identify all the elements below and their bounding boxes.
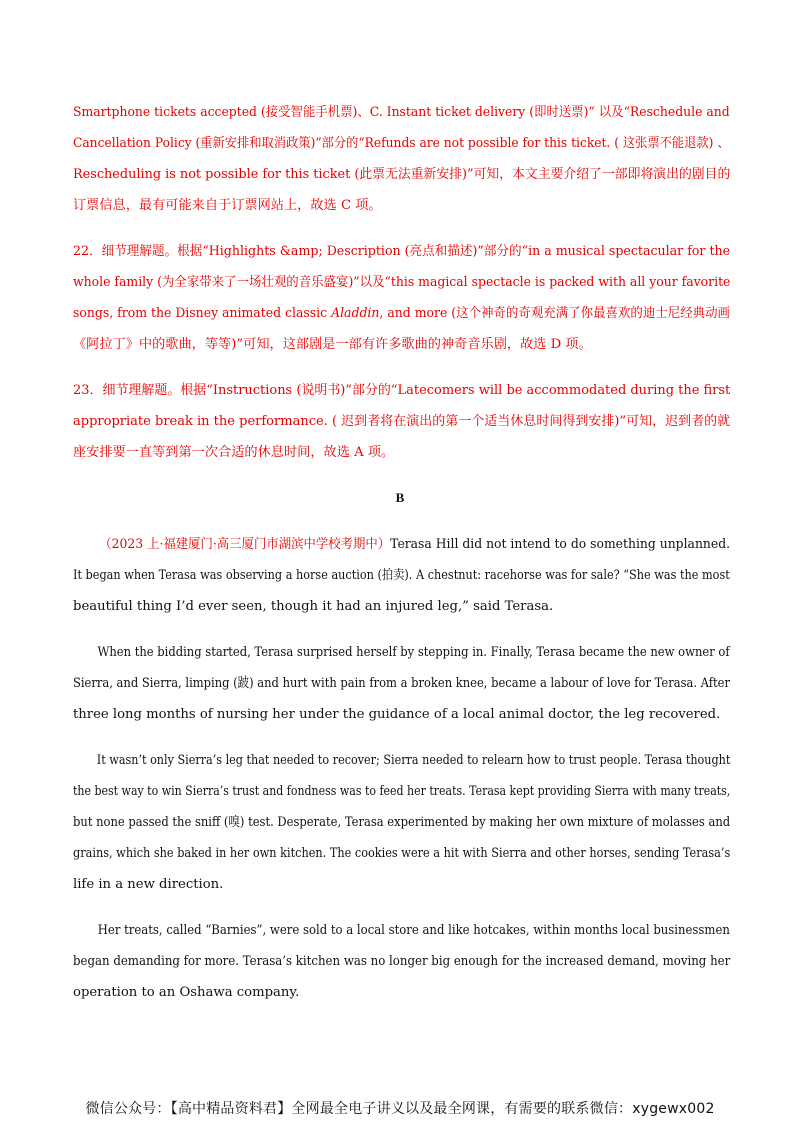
answer-23-explanation [73,375,730,468]
section-title: B [395,490,405,505]
text-line: Her treats, called “Barnies”, were sold to a local store and like hotcakes, within months local businessmen [97,923,730,938]
text-line [73,529,731,560]
text-line: beautiful thing I’d ever seen, though it had an injured leg,” said Terasa. [73,599,554,614]
text-line: appropriate break in the performance. ( 迟到者将在演出的第一个适当休息时间得到安排)”可知，迟到者的就 [73,414,731,429]
text-line: the best way to win Sierra’s trust and fondness was to feed her treats. Terasa kept providing Sierra with many treats, [73,784,731,799]
text-line: 座安排要一直等到第一次合适的休息时间，故选 A 项。 [73,445,395,460]
text-line: Smartphone tickets accepted (接受智能手机票)、C. Instant ticket delivery (即时送票)” 以及“Reschedule and [73,105,730,120]
text-line: 订票信息，最有可能来自于订票网站上，故选 C 项。 [73,198,382,213]
text-line: 23．细节理解题。根据“Instructions (说明书)”部分的“Latecomers will be accommodated during the first [73,383,731,398]
text-line: grains, which she baked in her own kitchen. The cookies were a hit with Sierra and other horses, sending Terasa’s [73,846,731,861]
text-line: It wasn’t only Sierra’s leg that needed to recover; Sierra needed to relearn how to trust people. Terasa thought [96,753,731,768]
text-line: 《阿拉丁》中的歌曲，等等)”可知，这部剧是一部有许多歌曲的神奇音乐剧，故选 D 项。 [73,337,592,352]
text-line [73,298,731,329]
text-line: life in a new direction. [73,877,224,892]
text-fragment: Terasa Hill did not intend to do something unplanned. [390,537,731,552]
text-line: operation to an Oshawa company. [73,985,300,1000]
text-line: Sierra, and Sierra, limping (跛) and hurt with pain from a broken knee, became a labour of love for Terasa. After [73,676,730,691]
text-line: but none passed the sniff (嗅) test. Desperate, Terasa experimented by making her own mixture of molasses and [73,815,731,830]
answer-22-explanation [73,236,730,360]
source-citation: （2023 上·福建厦门·高三厦门市湖滨中学校考期中） [99,537,391,552]
title-aladdin: Aladdin [331,306,380,321]
answer-21-explanation [73,97,730,221]
passage-paragraph-4 [73,915,730,1008]
passage-paragraph-3 [73,745,730,900]
text-line: Rescheduling is not possible for this ticket (此票无法重新安排)”可知，本文主要介绍了一部即将演出的剧目的 [73,167,731,182]
text-line: three long months of nursing her under the guidance of a local animal doctor, the leg recovered. [73,707,721,722]
text-line: When the bidding started, Terasa surprised herself by stepping in. Finally, Terasa became the new owner of [97,645,730,660]
text-line: Cancellation Policy (重新安排和取消政策)”部分的“Refunds are not possible for this ticket. ( 这张票不能退款) 、 [73,136,730,151]
text-fragment: , and more (这个神奇的奇观充满了你最喜欢的迪士尼经典动画 [379,306,731,321]
text-line: 22．细节理解题。根据“Highlights &amp; Description (亮点和描述)”部分的“in a musical spectacular for the [73,244,731,259]
text-line: began demanding for more. Terasa’s kitchen was no longer big enough for the increased demand, moving her [73,954,731,969]
text-line: It began when Terasa was observing a horse auction (拍卖). A chestnut: racehorse was for sale? “She was the most [73,568,730,583]
passage-paragraph-1 [73,529,730,622]
text-line: whole family (为全家带来了一场壮观的音乐盛宴)”以及“this magical spectacle is packed with all your favorite [73,275,731,290]
passage-paragraph-2 [73,637,730,730]
text-fragment: songs, from the Disney animated classic [73,306,332,321]
footer-watermark: 微信公众号：【高中精品资料君】全网最全电子讲义以及最全网课，有需要的联系微信：xygewx002 [85,1101,715,1117]
